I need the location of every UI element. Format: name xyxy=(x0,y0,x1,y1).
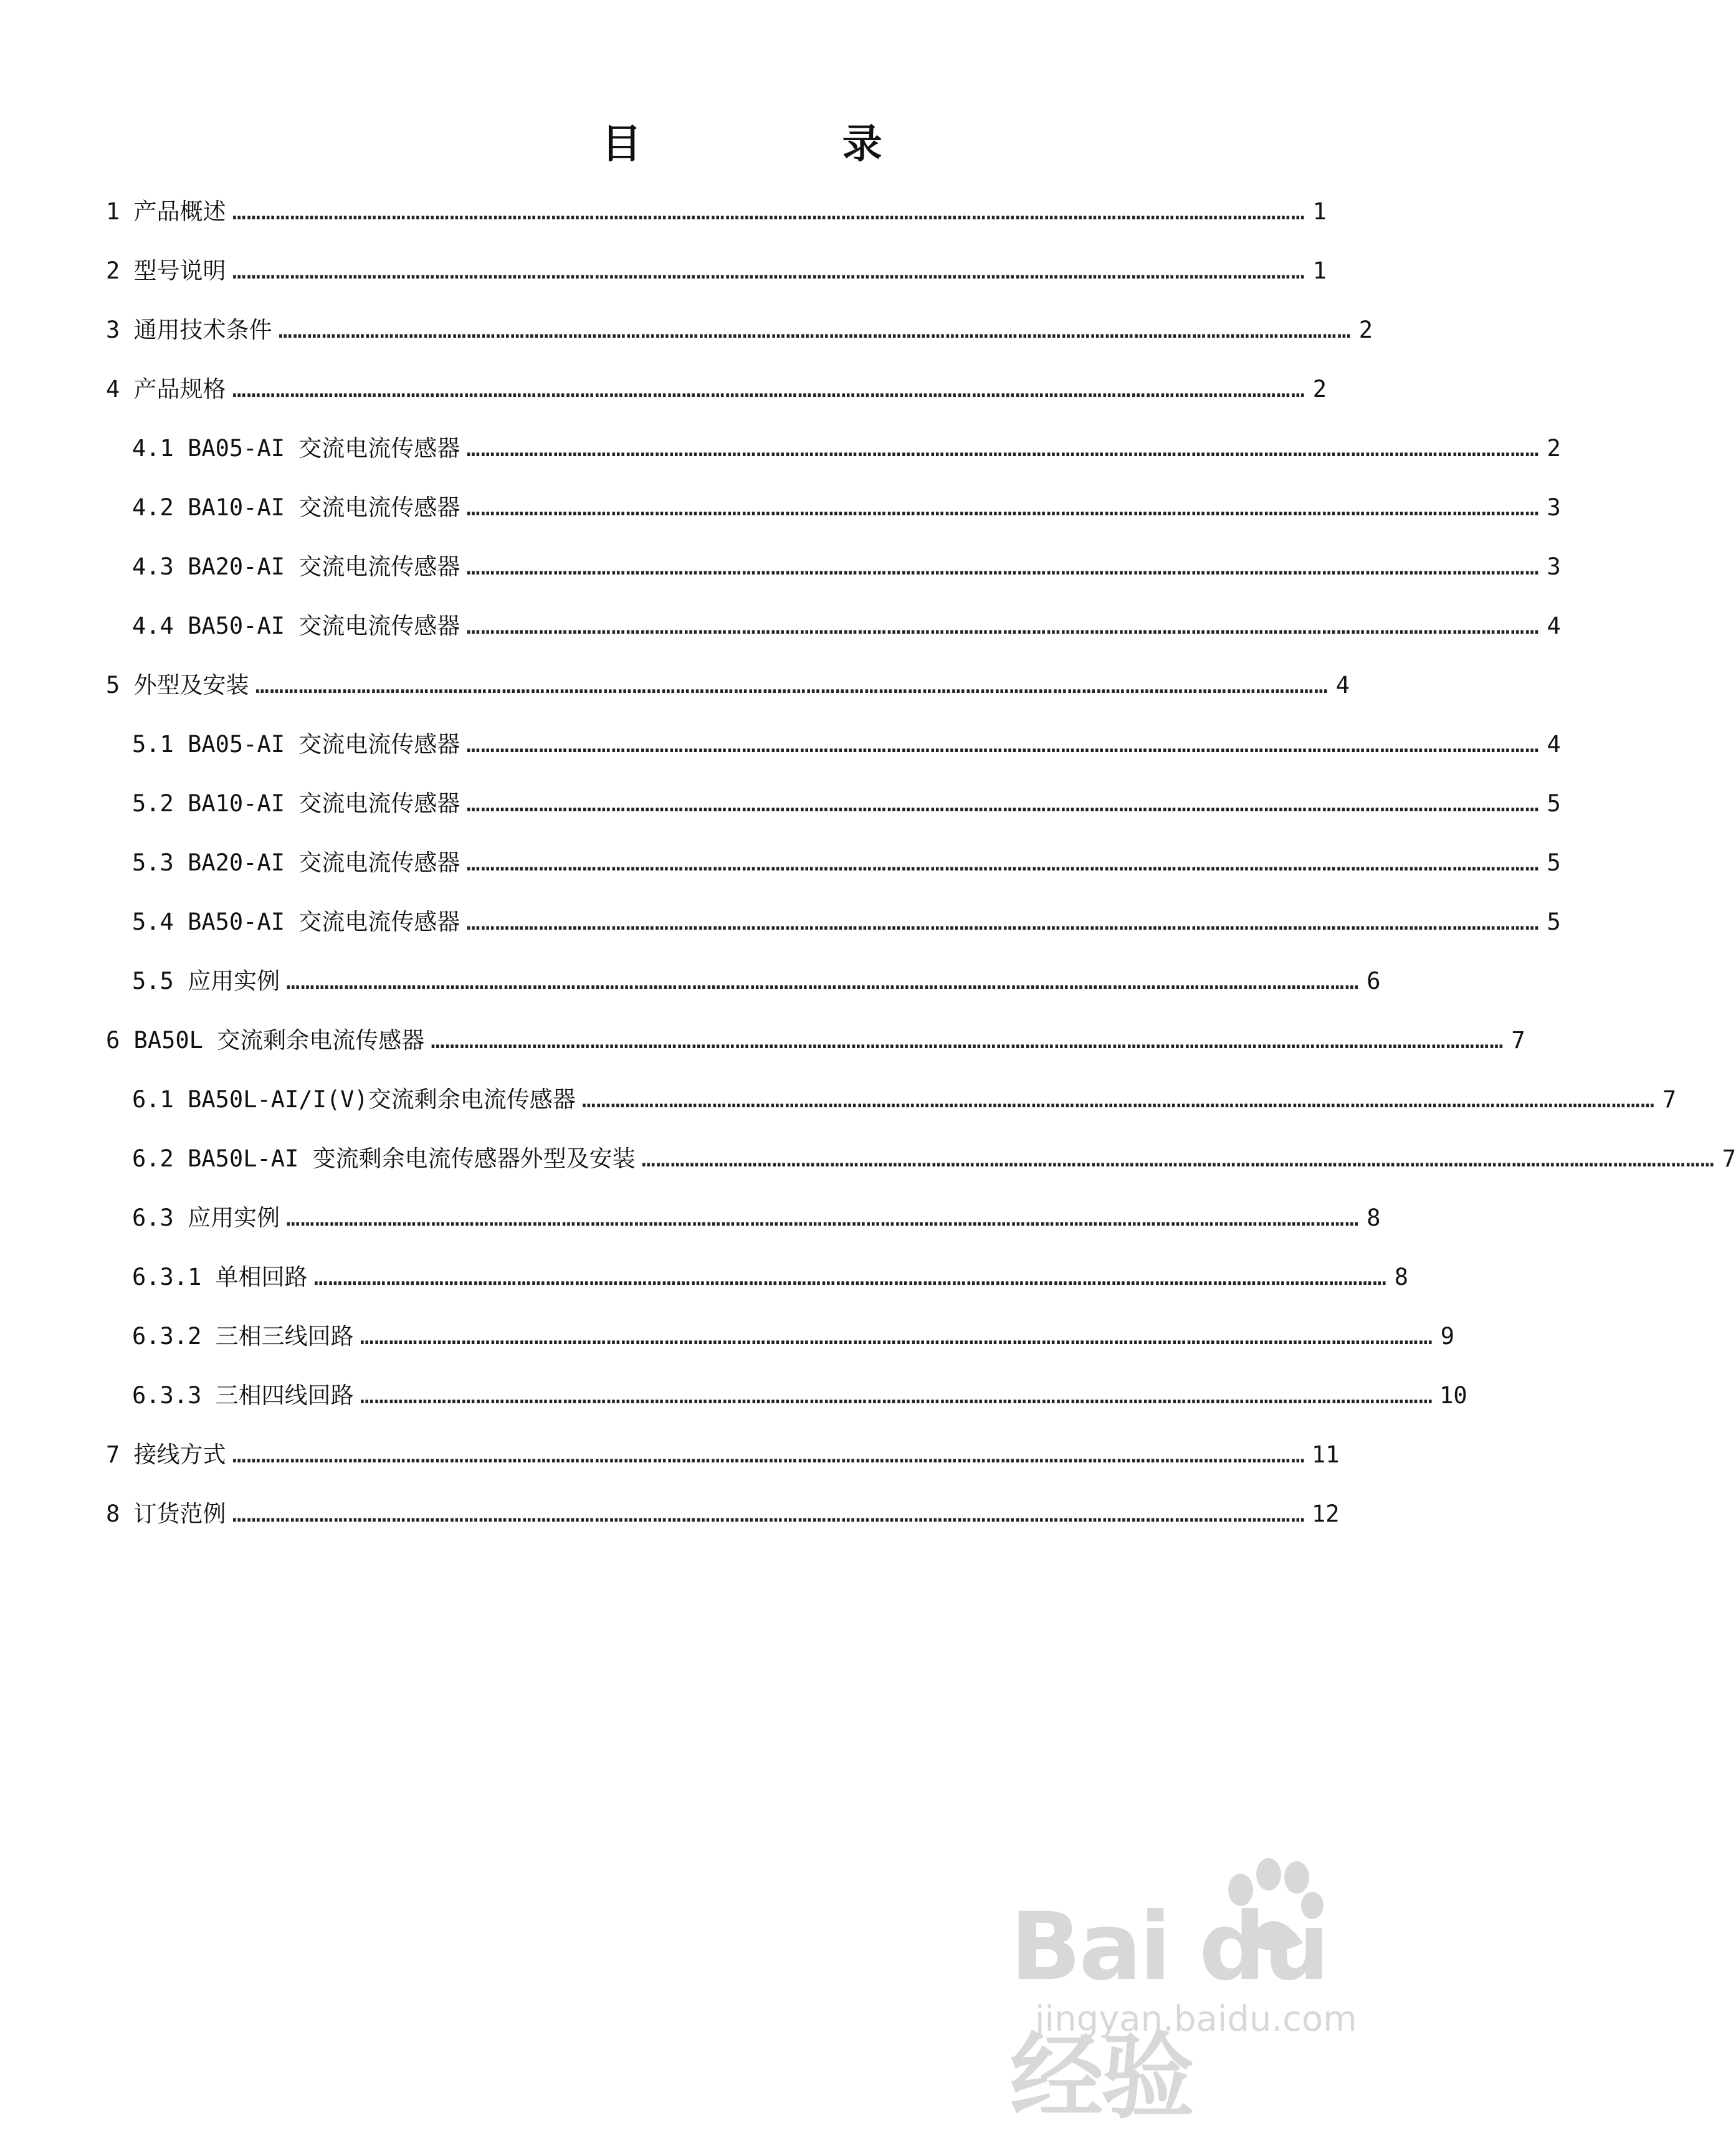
toc-entry[interactable] xyxy=(106,1022,1525,1059)
toc-leader-dots: …………………………………………………………………………………………………………………………………………………………………………………………………… xyxy=(466,731,1540,758)
toc-entry[interactable] xyxy=(106,1495,1340,1533)
toc-entry-label: 6.3.2 三相三线回路 xyxy=(132,1323,354,1350)
toc-leader-dots: …………………………………………………………………………………………………………………………………………………………………………………………………… xyxy=(466,790,1540,817)
toc-entry[interactable] xyxy=(106,371,1327,408)
toc-entry-page: 12 xyxy=(1311,1500,1340,1527)
toc-entry[interactable] xyxy=(106,252,1327,290)
toc-entry-page: 5 xyxy=(1547,790,1561,817)
page-title: 目 录 xyxy=(601,122,976,168)
toc-entry-label: 2 型号说明 xyxy=(106,257,226,284)
toc-entry-label: 3 通用技术条件 xyxy=(106,317,272,343)
toc-entry-label: 5.4 BA50-AI 交流电流传感器 xyxy=(132,908,460,935)
toc-leader-dots: …………………………………………………………………………………………………………………………………………………………………………………………………… xyxy=(232,257,1305,284)
toc-entry-page: 2 xyxy=(1547,435,1561,462)
toc-leader-dots: …………………………………………………………………………………………………………………………………………………………………………………………………… xyxy=(313,1264,1388,1290)
toc-entry-label: 5.5 应用实例 xyxy=(132,968,280,994)
toc-entry[interactable] xyxy=(106,667,1350,704)
toc-entry-label: 4.2 BA10-AI 交流电流传感器 xyxy=(132,494,460,521)
toc-leader-dots: …………………………………………………………………………………………………………………………………………………………………………………………………… xyxy=(360,1382,1434,1409)
toc-entry[interactable] xyxy=(132,430,1561,467)
toc-entry-page: 1 xyxy=(1312,198,1327,225)
toc-leader-dots: …………………………………………………………………………………………………………………………………………………………………………………………………… xyxy=(232,376,1305,403)
toc-entry[interactable] xyxy=(132,1140,1736,1178)
toc-leader-dots: …………………………………………………………………………………………………………………………………………………………………………………………………… xyxy=(431,1027,1504,1054)
toc-leader-dots: …………………………………………………………………………………………………………………………………………………………………………………………………… xyxy=(466,849,1540,876)
toc-entry[interactable] xyxy=(132,1259,1409,1296)
toc-leader-dots: …………………………………………………………………………………………………………………………………………………………………………………………………… xyxy=(232,1441,1305,1468)
toc-entry-label: 5.2 BA10-AI 交流电流传感器 xyxy=(132,790,460,817)
toc-entry-page: 9 xyxy=(1440,1323,1455,1350)
toc-entry[interactable] xyxy=(106,1436,1340,1474)
toc-leader-dots: …………………………………………………………………………………………………………………………………………………………………………………………………… xyxy=(286,1204,1360,1231)
toc-entry-page: 4 xyxy=(1547,731,1561,758)
toc-entry-page: 8 xyxy=(1366,1204,1381,1231)
toc-entry-page: 3 xyxy=(1547,494,1561,521)
toc-entry-page: 10 xyxy=(1439,1382,1467,1409)
toc-entry[interactable] xyxy=(132,608,1561,645)
toc-leader-dots: …………………………………………………………………………………………………………………………………………………………………………………………………… xyxy=(360,1323,1434,1350)
toc-entry-page: 2 xyxy=(1358,317,1373,343)
toc-leader-dots: …………………………………………………………………………………………………………………………………………………………………………………………………… xyxy=(466,613,1540,639)
toc-entry-label: 6.3.3 三相四线回路 xyxy=(132,1382,354,1409)
toc-entry-label: 4.1 BA05-AI 交流电流传感器 xyxy=(132,435,460,462)
toc-entry[interactable] xyxy=(132,1199,1381,1237)
toc-entry-page: 11 xyxy=(1311,1441,1340,1468)
toc-entry-label: 5.3 BA20-AI 交流电流传感器 xyxy=(132,849,460,876)
toc-leader-dots: …………………………………………………………………………………………………………………………………………………………………………………………………… xyxy=(641,1145,1715,1172)
toc-entry-label: 4 产品规格 xyxy=(106,376,226,403)
toc-entry[interactable] xyxy=(132,489,1561,527)
watermark-brand: Bai du 经验 xyxy=(1010,1893,1328,2132)
toc-entry-label: 7 接线方式 xyxy=(106,1441,226,1468)
toc-leader-dots: …………………………………………………………………………………………………………………………………………………………………………………………………… xyxy=(466,553,1540,580)
toc-leader-dots: …………………………………………………………………………………………………………………………………………………………………………………………………… xyxy=(255,672,1328,698)
toc-entry-page: 5 xyxy=(1547,849,1561,876)
toc-entry[interactable] xyxy=(132,1081,1677,1118)
toc-entry-label: 1 产品概述 xyxy=(106,198,226,225)
toc-entry-page: 3 xyxy=(1547,553,1561,580)
toc-entry-page: 6 xyxy=(1366,968,1381,994)
toc-leader-dots: …………………………………………………………………………………………………………………………………………………………………………………………………… xyxy=(278,317,1352,343)
toc-entry[interactable] xyxy=(132,963,1381,1000)
toc-entry[interactable] xyxy=(132,548,1561,586)
toc-entry-page: 7 xyxy=(1511,1027,1525,1054)
toc-entry-label: 6.3 应用实例 xyxy=(132,1204,280,1231)
toc-entry-label: 6.2 BA50L-AI 变流剩余电流传感器外型及安装 xyxy=(132,1145,636,1172)
toc-entry-label: 6.3.1 单相回路 xyxy=(132,1264,308,1290)
toc-entry-page: 8 xyxy=(1394,1264,1409,1290)
toc-entry-label: 4.4 BA50-AI 交流电流传感器 xyxy=(132,613,460,639)
toc-entry[interactable] xyxy=(106,312,1373,349)
toc-entry[interactable] xyxy=(132,785,1561,822)
toc-entry-page: 1 xyxy=(1312,257,1327,284)
toc-leader-dots: …………………………………………………………………………………………………………………………………………………………………………………………………… xyxy=(286,968,1360,994)
toc-leader-dots: …………………………………………………………………………………………………………………………………………………………………………………………………… xyxy=(466,435,1540,462)
toc-leader-dots: …………………………………………………………………………………………………………………………………………………………………………………………………… xyxy=(581,1086,1656,1113)
toc-entry[interactable] xyxy=(106,193,1327,231)
toc-entry-page: 5 xyxy=(1547,908,1561,935)
toc-leader-dots: …………………………………………………………………………………………………………………………………………………………………………………………………… xyxy=(466,494,1540,521)
toc-entry-label: 8 订货范例 xyxy=(106,1500,226,1527)
watermark-url: jingyan.baidu.com xyxy=(1035,1999,1357,2039)
toc-entry-page: 4 xyxy=(1335,672,1350,698)
toc-entry[interactable] xyxy=(132,726,1561,763)
toc-leader-dots: …………………………………………………………………………………………………………………………………………………………………………………………………… xyxy=(232,1500,1305,1527)
toc-entry-page: 7 xyxy=(1722,1145,1736,1172)
baidu-jingyan-watermark xyxy=(1010,1856,1396,2132)
toc-entry-label: 5 外型及安装 xyxy=(106,672,249,698)
toc-entry-label: 4.3 BA20-AI 交流电流传感器 xyxy=(132,553,460,580)
toc-entry-page: 7 xyxy=(1662,1086,1677,1113)
toc-entry[interactable] xyxy=(132,844,1561,882)
toc-entry-label: 6 BA50L 交流剩余电流传感器 xyxy=(106,1027,425,1054)
toc-entry[interactable] xyxy=(132,904,1561,941)
toc-entry-page: 2 xyxy=(1312,376,1327,403)
toc-entry[interactable] xyxy=(132,1318,1455,1355)
toc-entry[interactable] xyxy=(132,1377,1467,1414)
toc-entry-label: 5.1 BA05-AI 交流电流传感器 xyxy=(132,731,460,758)
toc-entry-page: 4 xyxy=(1547,613,1561,639)
toc-leader-dots: …………………………………………………………………………………………………………………………………………………………………………………………………… xyxy=(466,908,1540,935)
toc-leader-dots: …………………………………………………………………………………………………………………………………………………………………………………………………… xyxy=(232,198,1305,225)
toc-entry-label: 6.1 BA50L-AI/I(V)交流剩余电流传感器 xyxy=(132,1086,576,1113)
